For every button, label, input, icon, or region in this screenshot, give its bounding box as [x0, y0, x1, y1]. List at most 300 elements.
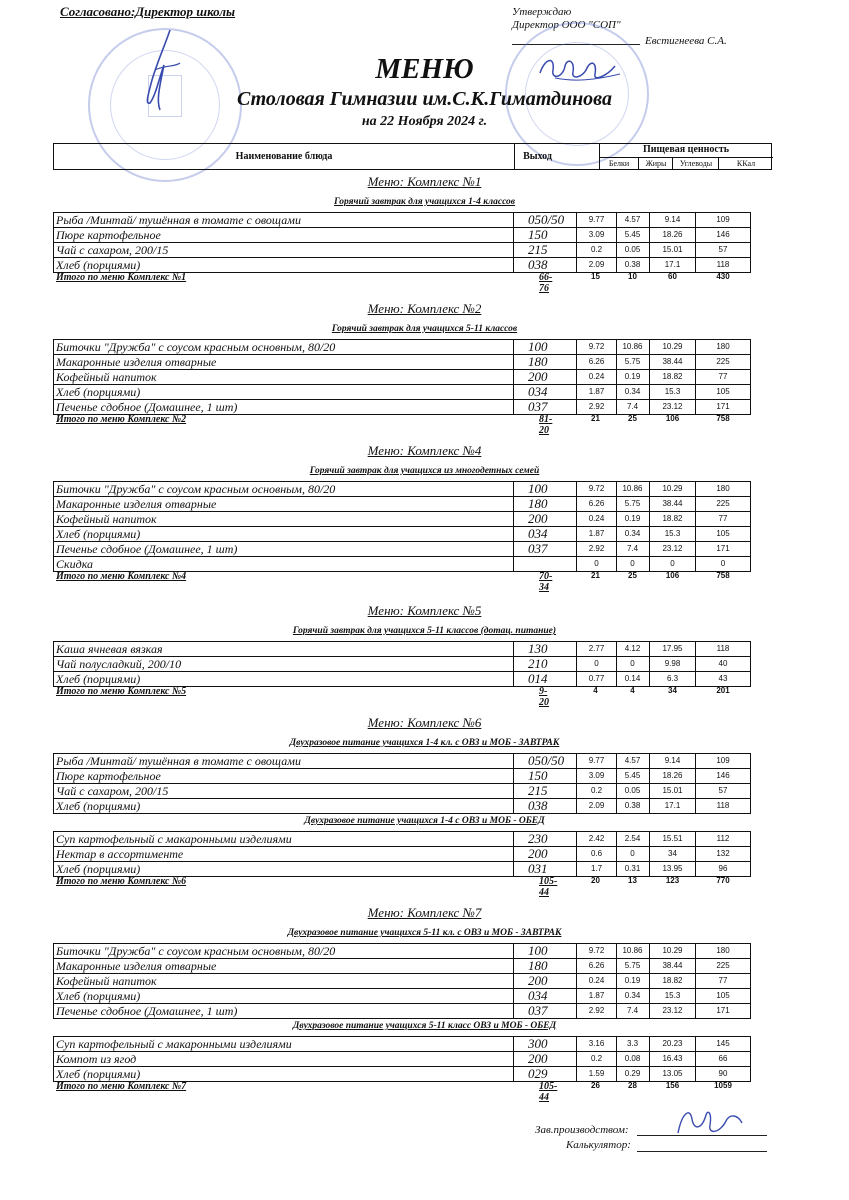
kcal-value: 77 [696, 511, 751, 527]
total-carbs: 123 [665, 876, 680, 885]
carbs-value: 15.3 [650, 526, 696, 542]
dish-output-value: 215 [528, 242, 548, 257]
dish-output-value: 210 [528, 656, 548, 671]
dish-name: Печенье сдобное (Домашнее, 1 шт) [53, 541, 514, 557]
protein-value: 2.09 [576, 257, 617, 273]
total-protein: 21 [591, 571, 600, 580]
kcal-value: 105 [696, 526, 751, 542]
dish-name: Хлеб (порциями) [53, 798, 514, 814]
protein-value: 0.2 [576, 783, 617, 799]
dish-name: Печенье сдобное (Домашнее, 1 шт) [53, 1003, 514, 1019]
dish-name: Пюре картофельное [53, 768, 514, 784]
dish-output-value: 050/50 [528, 753, 565, 768]
fat-value: 0.05 [616, 783, 650, 799]
kcal-value: 66 [696, 1051, 751, 1067]
fat-value: 0.19 [616, 369, 650, 385]
total-protein: 4 [593, 686, 598, 695]
group-title: Горячий завтрак для учащихся 5-11 классов (дотац. питание) [292, 626, 557, 636]
protein-value: 9.72 [576, 481, 617, 497]
dish-output [513, 671, 577, 687]
carbs-value: 23.12 [650, 541, 696, 557]
dish-output [513, 768, 577, 784]
carbs-value: 9.98 [650, 656, 696, 672]
total-output: 70-34 [539, 571, 553, 593]
total-label: Итого по меню Комплекс №5 [56, 686, 187, 697]
total-fat: 25 [628, 414, 637, 423]
col-nutrition [599, 144, 772, 169]
total-fat: 4 [630, 686, 635, 695]
total-carbs: 60 [668, 272, 677, 281]
group-title: Двухразовое питание учащихся 5-11 класс ОВЗ и МОБ - ОБЕД [292, 1021, 557, 1031]
column-header [53, 143, 772, 170]
carbs-value: 15.3 [650, 384, 696, 400]
kcal-value: 118 [696, 257, 751, 273]
fat-value: 3.3 [616, 1036, 650, 1052]
dish-output-value: 200 [528, 846, 548, 861]
protein-value: 3.09 [576, 227, 617, 243]
dish-output-value: 100 [528, 943, 548, 958]
carbs-value: 9.14 [650, 753, 696, 769]
carbs-value: 16.43 [650, 1051, 696, 1067]
dish-output-value: 230 [528, 831, 548, 846]
kcal-value: 180 [696, 943, 751, 959]
total-kcal: 758 [716, 414, 730, 423]
dish-output [513, 212, 577, 228]
dish-name: Кофейный напиток [53, 511, 514, 527]
dish-output [513, 541, 577, 557]
dish-output [513, 753, 577, 769]
kcal-value: 118 [696, 798, 751, 814]
dish-name: Чай полусладкий, 200/10 [53, 656, 514, 672]
dish-output [513, 783, 577, 799]
dish-output [513, 1003, 577, 1019]
fat-value: 7.4 [616, 1003, 650, 1019]
fat-value: 5.45 [616, 768, 650, 784]
kcal-value: 180 [696, 339, 751, 355]
protein-value: 0.2 [576, 242, 617, 258]
dish-output-value: 050/50 [528, 212, 565, 227]
dish-output [513, 958, 577, 974]
protein-value: 2.09 [576, 798, 617, 814]
total-kcal: 430 [716, 272, 730, 281]
dish-output [513, 943, 577, 959]
protein-value: 1.87 [576, 988, 617, 1004]
fat-value: 7.4 [616, 541, 650, 557]
dish-name: Печенье сдобное (Домашнее, 1 шт) [53, 399, 514, 415]
kcal-value: 225 [696, 958, 751, 974]
dish-output-value: 034 [528, 384, 548, 399]
total-kcal: 770 [716, 876, 730, 885]
carbs-value: 18.82 [650, 369, 696, 385]
dish-output-value: 034 [528, 988, 548, 1003]
kcal-value: 145 [696, 1036, 751, 1052]
dish-output-value: 037 [528, 399, 548, 414]
dish-output [513, 242, 577, 258]
dish-output-value: 180 [528, 496, 548, 511]
fat-value: 0.14 [616, 671, 650, 687]
protein-value: 0.24 [576, 973, 617, 989]
carbs-value: 38.44 [650, 354, 696, 370]
dish-output [513, 798, 577, 814]
fat-value: 5.45 [616, 227, 650, 243]
col-carbs: Углеводы [672, 157, 719, 169]
dish-output [513, 656, 577, 672]
dish-output-value: 029 [528, 1066, 548, 1081]
protein-value: 0.6 [576, 846, 617, 862]
protein-value: 1.59 [576, 1066, 617, 1082]
calculator-label: Калькулятор: [566, 1139, 631, 1151]
dish-output-value: 100 [528, 481, 548, 496]
dish-output-value: 300 [528, 1036, 548, 1051]
dish-output [513, 556, 577, 572]
section-title: Меню: Комплекс №2 [367, 301, 482, 316]
director-name: Евстигнеева С.А. [645, 35, 727, 47]
fat-value: 0.34 [616, 988, 650, 1004]
kcal-value: 225 [696, 496, 751, 512]
fat-value: 0.34 [616, 384, 650, 400]
dish-name: Рыба /Минтай/ тушённая в томате с овощами [53, 753, 514, 769]
kcal-value: 180 [696, 481, 751, 497]
total-label: Итого по меню Комплекс №2 [56, 414, 187, 425]
fat-value: 0.19 [616, 973, 650, 989]
total-protein: 15 [591, 272, 600, 281]
carbs-value: 38.44 [650, 958, 696, 974]
total-protein: 20 [591, 876, 600, 885]
dish-output-value: 200 [528, 369, 548, 384]
protein-value: 6.26 [576, 958, 617, 974]
dish-output [513, 369, 577, 385]
fat-value: 5.75 [616, 958, 650, 974]
kcal-value: 109 [696, 753, 751, 769]
fat-value: 0.38 [616, 798, 650, 814]
dish-output-value: 180 [528, 958, 548, 973]
fat-value: 0 [616, 656, 650, 672]
kcal-value: 96 [696, 861, 751, 877]
dish-output [513, 1066, 577, 1082]
production-signature [668, 1103, 748, 1143]
fat-value: 0.05 [616, 242, 650, 258]
col-dish-name: Наименование блюда [54, 144, 515, 169]
dish-output [513, 511, 577, 527]
total-carbs: 34 [668, 686, 677, 695]
protein-value: 2.77 [576, 641, 617, 657]
carbs-value: 15.01 [650, 783, 696, 799]
fat-value: 0.08 [616, 1051, 650, 1067]
kcal-value: 132 [696, 846, 751, 862]
total-protein: 21 [591, 414, 600, 423]
total-output: 105-44 [539, 876, 558, 898]
kcal-value: 43 [696, 671, 751, 687]
dish-name: Хлеб (порциями) [53, 671, 514, 687]
dish-name: Кофейный напиток [53, 369, 514, 385]
kcal-value: 171 [696, 541, 751, 557]
dish-name: Макаронные изделия отварные [53, 496, 514, 512]
dish-name: Пюре картофельное [53, 227, 514, 243]
production-manager-label: Зав.производством: [535, 1124, 629, 1136]
total-fat: 25 [628, 571, 637, 580]
total-output: 81-20 [539, 414, 553, 436]
fat-value: 2.54 [616, 831, 650, 847]
dish-output [513, 988, 577, 1004]
protein-value: 9.72 [576, 943, 617, 959]
kcal-value: 90 [696, 1066, 751, 1082]
carbs-value: 15.51 [650, 831, 696, 847]
dish-name: Биточки "Дружба" с соусом красным основным, 80/20 [53, 943, 514, 959]
col-nutrition-title: Пищевая ценность [642, 144, 730, 155]
dish-name: Кофейный напиток [53, 973, 514, 989]
total-output: 9-20 [539, 686, 549, 708]
dish-output [513, 384, 577, 400]
dish-name: Хлеб (порциями) [53, 257, 514, 273]
dish-output [513, 339, 577, 355]
total-label: Итого по меню Комплекс №1 [56, 272, 187, 283]
total-fat: 13 [628, 876, 637, 885]
carbs-value: 17.95 [650, 641, 696, 657]
protein-value: 0.2 [576, 1051, 617, 1067]
total-protein: 26 [591, 1081, 600, 1090]
dish-name: Скидка [53, 556, 514, 572]
protein-value: 6.26 [576, 496, 617, 512]
dish-output-value: 037 [528, 541, 548, 556]
dish-output [513, 227, 577, 243]
confirm-line-2: Директор ООО "СОП" [512, 19, 621, 31]
dish-output [513, 481, 577, 497]
protein-value: 3.16 [576, 1036, 617, 1052]
dish-output [513, 354, 577, 370]
col-fat: Жиры [638, 157, 673, 169]
carbs-value: 15.3 [650, 988, 696, 1004]
protein-value: 0.24 [576, 369, 617, 385]
carbs-value: 23.12 [650, 399, 696, 415]
total-kcal: 201 [716, 686, 730, 695]
fat-value: 10.86 [616, 943, 650, 959]
carbs-value: 34 [650, 846, 696, 862]
carbs-value: 18.26 [650, 768, 696, 784]
dish-name: Биточки "Дружба" с соусом красным основным, 80/20 [53, 481, 514, 497]
kcal-value: 0 [696, 556, 751, 572]
carbs-value: 38.44 [650, 496, 696, 512]
group-title: Двухразовое питание учащихся 5-11 кл. с ОВЗ и МОБ - ЗАВТРАК [287, 928, 562, 938]
col-protein: Белки [600, 157, 638, 169]
fat-value: 4.57 [616, 212, 650, 228]
carbs-value: 10.29 [650, 339, 696, 355]
kcal-value: 105 [696, 384, 751, 400]
dish-output-value: 200 [528, 973, 548, 988]
dish-name: Рыба /Минтай/ тушённая в томате с овощами [53, 212, 514, 228]
dish-output-value: 130 [528, 641, 548, 656]
dish-name: Макаронные изделия отварные [53, 354, 514, 370]
carbs-value: 18.82 [650, 511, 696, 527]
group-title: Горячий завтрак для учащихся 1-4 классов [333, 197, 516, 207]
carbs-value: 18.82 [650, 973, 696, 989]
dish-output-value: 150 [528, 227, 548, 242]
total-carbs: 106 [665, 571, 680, 580]
dish-name: Биточки "Дружба" с соусом красным основным, 80/20 [53, 339, 514, 355]
group-title: Двухразовое питание учащихся 1-4 с ОВЗ и МОБ - ОБЕД [304, 816, 545, 826]
section-title: Меню: Комплекс №6 [367, 715, 482, 730]
fat-value: 10.86 [616, 481, 650, 497]
dish-name: Суп картофельный с макаронными изделиями [53, 831, 514, 847]
total-label: Итого по меню Комплекс №4 [56, 571, 187, 582]
dish-output [513, 973, 577, 989]
col-output: Выход [523, 151, 552, 162]
kcal-value: 109 [696, 212, 751, 228]
carbs-value: 0 [650, 556, 696, 572]
dish-name: Чай с сахаром, 200/15 [53, 242, 514, 258]
dish-name: Хлеб (порциями) [53, 526, 514, 542]
kcal-value: 77 [696, 369, 751, 385]
fat-value: 7.4 [616, 399, 650, 415]
dish-name: Нектар в ассортименте [53, 846, 514, 862]
protein-value: 1.87 [576, 526, 617, 542]
section-title: Меню: Комплекс №5 [367, 603, 482, 618]
kcal-value: 57 [696, 242, 751, 258]
dish-name: Хлеб (порциями) [53, 861, 514, 877]
fat-value: 10.86 [616, 339, 650, 355]
total-label: Итого по меню Комплекс №7 [56, 1081, 187, 1092]
total-output: 66-76 [539, 272, 553, 294]
dish-name: Макаронные изделия отварные [53, 958, 514, 974]
dish-output-value: 031 [528, 861, 548, 876]
dish-name: Каша ячневая вязкая [53, 641, 514, 657]
fat-value: 0.19 [616, 511, 650, 527]
fat-value: 0.34 [616, 526, 650, 542]
protein-value: 9.77 [576, 753, 617, 769]
protein-value: 6.26 [576, 354, 617, 370]
kcal-value: 171 [696, 1003, 751, 1019]
protein-value: 9.77 [576, 212, 617, 228]
dish-output-value: 200 [528, 1051, 548, 1066]
carbs-value: 17.1 [650, 257, 696, 273]
dish-output [513, 861, 577, 877]
confirm-line-1: Утверждаю [512, 6, 572, 18]
dish-name: Хлеб (порциями) [53, 988, 514, 1004]
fat-value: 0.29 [616, 1066, 650, 1082]
kcal-value: 40 [696, 656, 751, 672]
fat-value: 0.31 [616, 861, 650, 877]
kcal-value: 146 [696, 768, 751, 784]
page-subtitle: Столовая Гимназии им.С.К.Гиматдинова [237, 88, 612, 110]
total-label: Итого по меню Комплекс №6 [56, 876, 187, 887]
kcal-value: 225 [696, 354, 751, 370]
protein-value: 2.92 [576, 399, 617, 415]
dish-output-value: 037 [528, 1003, 548, 1018]
carbs-value: 17.1 [650, 798, 696, 814]
carbs-value: 10.29 [650, 481, 696, 497]
carbs-value: 13.05 [650, 1066, 696, 1082]
total-fat: 10 [628, 272, 637, 281]
protein-value: 2.92 [576, 1003, 617, 1019]
kcal-value: 146 [696, 227, 751, 243]
protein-value: 3.09 [576, 768, 617, 784]
kcal-value: 57 [696, 783, 751, 799]
protein-value: 0.77 [576, 671, 617, 687]
dish-name: Компот из ягод [53, 1051, 514, 1067]
dish-output-value: 200 [528, 511, 548, 526]
carbs-value: 10.29 [650, 943, 696, 959]
fat-value: 5.75 [616, 496, 650, 512]
dish-name: Суп картофельный с макаронными изделиями [53, 1036, 514, 1052]
dish-output-value: 014 [528, 671, 548, 686]
dish-output-value: 180 [528, 354, 548, 369]
fat-value: 5.75 [616, 354, 650, 370]
fat-value: 0 [616, 846, 650, 862]
carbs-value: 13.95 [650, 861, 696, 877]
dish-output [513, 641, 577, 657]
carbs-value: 15.01 [650, 242, 696, 258]
dish-output-value: 038 [528, 257, 548, 272]
protein-value: 2.42 [576, 831, 617, 847]
group-title: Горячий завтрак для учащихся из многодетных семей [309, 466, 540, 476]
dish-output [513, 1036, 577, 1052]
kcal-value: 112 [696, 831, 751, 847]
total-kcal: 758 [716, 571, 730, 580]
dish-output-value: 100 [528, 339, 548, 354]
total-carbs: 106 [665, 414, 680, 423]
kcal-value: 105 [696, 988, 751, 1004]
section-title: Меню: Комплекс №1 [367, 174, 482, 189]
group-title: Горячий завтрак для учащихся 5-11 классов [331, 324, 518, 334]
group-title: Двухразовое питание учащихся 1-4 кл. с ОВЗ и МОБ - ЗАВТРАК [289, 738, 560, 748]
carbs-value: 9.14 [650, 212, 696, 228]
fat-value: 0 [616, 556, 650, 572]
page-title: МЕНЮ [375, 53, 474, 85]
dish-output [513, 257, 577, 273]
protein-value: 9.72 [576, 339, 617, 355]
dish-name: Хлеб (порциями) [53, 384, 514, 400]
protein-value: 0 [576, 656, 617, 672]
dish-output-value: 215 [528, 783, 548, 798]
protein-value: 2.92 [576, 541, 617, 557]
carbs-value: 23.12 [650, 1003, 696, 1019]
dish-output [513, 526, 577, 542]
carbs-value: 6.3 [650, 671, 696, 687]
dish-output [513, 846, 577, 862]
protein-value: 1.87 [576, 384, 617, 400]
protein-value: 0.24 [576, 511, 617, 527]
section-title: Меню: Комплекс №4 [367, 443, 482, 458]
dish-output [513, 831, 577, 847]
calculator-signature-line [637, 1151, 767, 1152]
fat-value: 0.38 [616, 257, 650, 273]
total-fat: 28 [628, 1081, 637, 1090]
protein-value: 1.7 [576, 861, 617, 877]
dish-output-value: 150 [528, 768, 548, 783]
dish-output [513, 1051, 577, 1067]
carbs-value: 20.23 [650, 1036, 696, 1052]
dish-name: Хлеб (порциями) [53, 1066, 514, 1082]
kcal-value: 77 [696, 973, 751, 989]
protein-value: 0 [576, 556, 617, 572]
kcal-value: 171 [696, 399, 751, 415]
total-output: 105-44 [539, 1081, 558, 1103]
dish-output-value: 034 [528, 526, 548, 541]
section-title: Меню: Комплекс №7 [367, 905, 482, 920]
approval-label: Согласовано:Директор школы [60, 4, 236, 19]
menu-date: на 22 Ноября 2024 г. [361, 114, 488, 129]
kcal-value: 118 [696, 641, 751, 657]
dish-name: Чай с сахаром, 200/15 [53, 783, 514, 799]
dish-output [513, 496, 577, 512]
total-kcal: 1059 [714, 1081, 732, 1090]
dish-output-value: 038 [528, 798, 548, 813]
total-carbs: 156 [665, 1081, 680, 1090]
fat-value: 4.12 [616, 641, 650, 657]
dish-output [513, 399, 577, 415]
carbs-value: 18.26 [650, 227, 696, 243]
fat-value: 4.57 [616, 753, 650, 769]
col-kcal: ККал [718, 157, 773, 169]
